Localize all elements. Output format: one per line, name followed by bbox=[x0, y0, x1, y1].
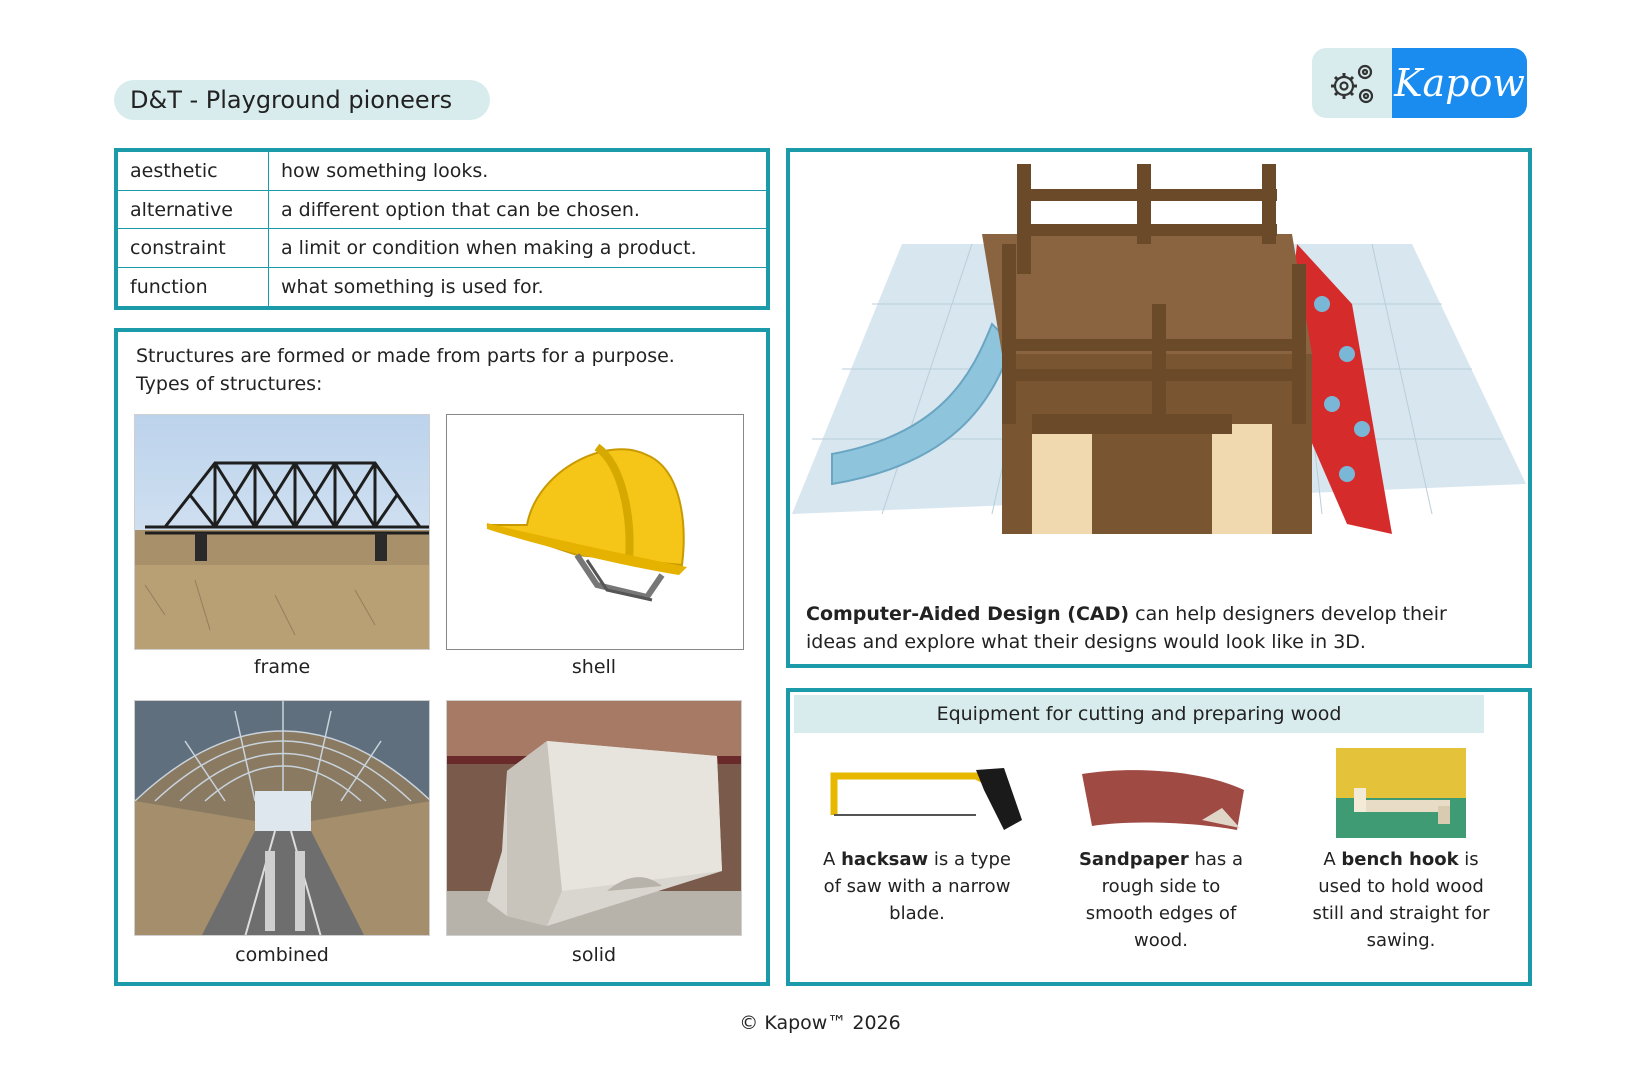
cad-text: can help designers develop their bbox=[1129, 603, 1447, 625]
table-row bbox=[116, 267, 768, 308]
term-cell: constraint bbox=[116, 229, 269, 267]
solid-structure-photo bbox=[446, 700, 742, 936]
caption-term: Sandpaper bbox=[1078, 849, 1189, 870]
definition-cell: how something looks. bbox=[269, 150, 769, 191]
cad-term: Computer-Aided Design (CAD) bbox=[806, 603, 1130, 625]
vocabulary-table bbox=[114, 148, 770, 310]
caption-pre: A bbox=[823, 849, 842, 870]
logo-wordmark: Kapow bbox=[1392, 48, 1527, 118]
caption-post: is used to hold wood still and straight for sawing. bbox=[1312, 849, 1490, 951]
structure-caption: solid bbox=[571, 944, 617, 966]
equipment-heading: Equipment for cutting and preparing wood bbox=[794, 695, 1484, 733]
caption-pre: A bbox=[1323, 849, 1342, 870]
caption-term: bench hook bbox=[1341, 849, 1459, 870]
caption-post: has a rough side to smooth edges of wood. bbox=[1085, 849, 1244, 951]
term-cell: aesthetic bbox=[116, 150, 269, 191]
term-cell: alternative bbox=[116, 191, 269, 229]
sandpaper-icon bbox=[1072, 760, 1252, 840]
caption-post: is a type of saw with a narrow blade. bbox=[823, 849, 1011, 924]
bench-hook-caption bbox=[1306, 846, 1496, 954]
combined-structure-photo bbox=[134, 700, 430, 936]
definition-cell: what something is used for. bbox=[269, 267, 769, 308]
term-cell: function bbox=[116, 267, 269, 308]
cad-line: ideas and explore what their designs would look like in 3D. bbox=[806, 631, 1366, 653]
structures-intro-line: Structures are formed or made from parts for a purpose. bbox=[136, 345, 675, 367]
cad-description bbox=[806, 600, 1506, 656]
table-row bbox=[116, 150, 768, 191]
definition-cell: a limit or condition when making a product. bbox=[269, 229, 769, 267]
kapow-logo bbox=[1312, 48, 1527, 118]
structure-caption: shell bbox=[571, 656, 617, 678]
table-row bbox=[116, 229, 768, 267]
table-row bbox=[116, 191, 768, 229]
cad-render-image bbox=[792, 154, 1526, 590]
structure-caption: frame bbox=[253, 656, 311, 678]
structures-intro bbox=[136, 342, 736, 398]
structure-caption: combined bbox=[235, 944, 329, 966]
copyright-footer: © Kapow™ 2026 bbox=[739, 1012, 901, 1034]
page-title: D&T - Playground pioneers bbox=[114, 80, 490, 120]
caption-term: hacksaw bbox=[841, 849, 929, 870]
hacksaw-icon bbox=[826, 760, 1026, 840]
hacksaw-caption bbox=[822, 846, 1012, 927]
cad-line bbox=[806, 600, 1506, 628]
sandpaper-caption bbox=[1066, 846, 1256, 954]
bench-hook-icon bbox=[1336, 748, 1466, 838]
shell-structure-photo bbox=[446, 414, 744, 650]
structures-subheading: Types of structures: bbox=[136, 373, 323, 395]
definition-cell: a different option that can be chosen. bbox=[269, 191, 769, 229]
frame-structure-photo bbox=[134, 414, 430, 650]
gears-icon bbox=[1312, 48, 1392, 118]
